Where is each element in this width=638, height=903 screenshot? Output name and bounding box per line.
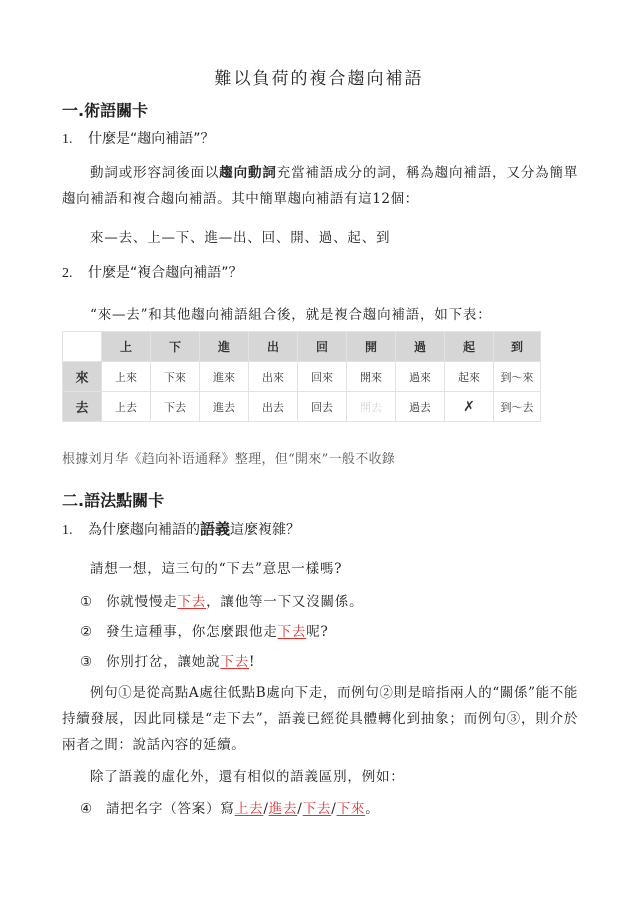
highlighted-complement: 下去 (277, 624, 307, 640)
page-title: 難以負荷的複合趨向補語 (214, 69, 424, 89)
question-number: 1. (62, 132, 73, 147)
transition-paragraph: 除了語義的虛化外，還有相似的語義區別，例如： (90, 769, 405, 785)
question-text: 什麼是“趨向補語”？ (88, 131, 215, 147)
table-row (63, 362, 541, 392)
emphasis-term: 趨向動詞 (219, 165, 277, 181)
highlighted-complement: 下去 (177, 594, 207, 610)
table-header-cell: 進 (200, 332, 249, 362)
example-sentence-3: ③ 你別打岔，讓她說下去! (80, 654, 256, 670)
table-header-row (63, 332, 541, 362)
source-note: 根據刘月华《趋向补语通释》整理，但“開來”一般不收錄 (62, 452, 396, 467)
table-header-cell: 開 (347, 332, 396, 362)
emphasis-term: 語義 (200, 520, 231, 538)
table-cell: 回去 (298, 392, 347, 422)
highlighted-complement: 上去 (234, 801, 264, 817)
table-cell: 回來 (298, 362, 347, 392)
table-header-cell: 上 (102, 332, 151, 362)
definition-paragraph: 動詞或形容詞後面以趨向動詞充當補語成分的詞，稱為趨向補語，又分為簡單趨向補語和複合趨向補語。其中簡單趨向補語有這12個： (62, 165, 579, 207)
table-cell: 到～去 (494, 392, 541, 422)
compound-complement-table (62, 331, 541, 422)
table-cell: 上去 (102, 392, 151, 422)
table-cell: 出去 (249, 392, 298, 422)
example-marker: ① (80, 594, 93, 610)
table-cell: 起來 (445, 362, 494, 392)
prompt-paragraph: 請想一想，這三句的“下去”意思一樣嗎? (90, 561, 343, 577)
example-marker: ④ (80, 801, 93, 817)
table-cell: 出來 (249, 362, 298, 392)
table-header-cell: 起 (445, 332, 494, 362)
cross-mark-cell: ✗ (445, 392, 494, 422)
highlighted-complement: 下去 (220, 654, 250, 670)
table-header-cell: 到 (494, 332, 541, 362)
table-header-cell: 回 (298, 332, 347, 362)
table-cell: 下來 (151, 362, 200, 392)
section-heading-terms: 一.術語關卡 (62, 101, 149, 120)
table-header-cell: 出 (249, 332, 298, 362)
table-header-cell: 過 (396, 332, 445, 362)
simple-complement-list: 來—去、上—下、進—出、回、開、過、起、到 (90, 230, 391, 246)
table-cell: 進去 (200, 392, 249, 422)
example-sentence-1: ① 你就慢慢走下去，讓他等一下又沒關係。 (80, 594, 364, 610)
highlighted-complement: 進去 (268, 801, 298, 817)
example-sentence-4: ④ 請把名字（答案）寫上去/進去/下去/下來。 (80, 801, 380, 817)
question-number: 2. (62, 266, 73, 281)
example-marker: ③ (80, 654, 93, 670)
table-row (63, 392, 541, 422)
table-row-header: 來 (63, 362, 102, 392)
table-cell: 到～來 (494, 362, 541, 392)
section-heading-grammar: 二.語法點關卡 (62, 491, 165, 510)
table-cell: 過去 (396, 392, 445, 422)
question-3-heading: 1. 為什麼趨向補語的語義這麼複雜？ (62, 520, 301, 538)
question-number: 1. (62, 523, 73, 538)
table-cell: 上來 (102, 362, 151, 392)
question-1-heading (62, 128, 215, 148)
example-marker: ② (80, 624, 93, 640)
question-text: 什麼是“複合趨向補語”？ (88, 265, 243, 281)
table-intro-paragraph: “來—去”和其他趨向補語組合後，就是複合趨向補語，如下表： (90, 307, 492, 323)
table-cell-faded: 開去 (347, 392, 396, 422)
table-cell: 過來 (396, 362, 445, 392)
table-header-cell: 下 (151, 332, 200, 362)
table-row-header: 去 (63, 392, 102, 422)
example-sentence-2: ② 發生這種事，你怎麼跟他走下去呢? (80, 624, 329, 640)
question-2-heading (62, 262, 243, 282)
highlighted-complement: 下去 (302, 801, 332, 817)
table-cell: 下去 (151, 392, 200, 422)
highlighted-complement: 下來 (336, 801, 366, 817)
table-corner-cell (63, 332, 102, 362)
explanation-paragraph: 例句①是從高點A處往低點B處向下走，而例句②則是暗指兩人的“關係”能不能持續發展，因此同樣是“走下去”，語義已經從具體轉化到抽象；而例句③，則介於兩者之間：說話內容的延續。 (62, 685, 578, 753)
table-cell: 開來 (347, 362, 396, 392)
table-cell: 進來 (200, 362, 249, 392)
